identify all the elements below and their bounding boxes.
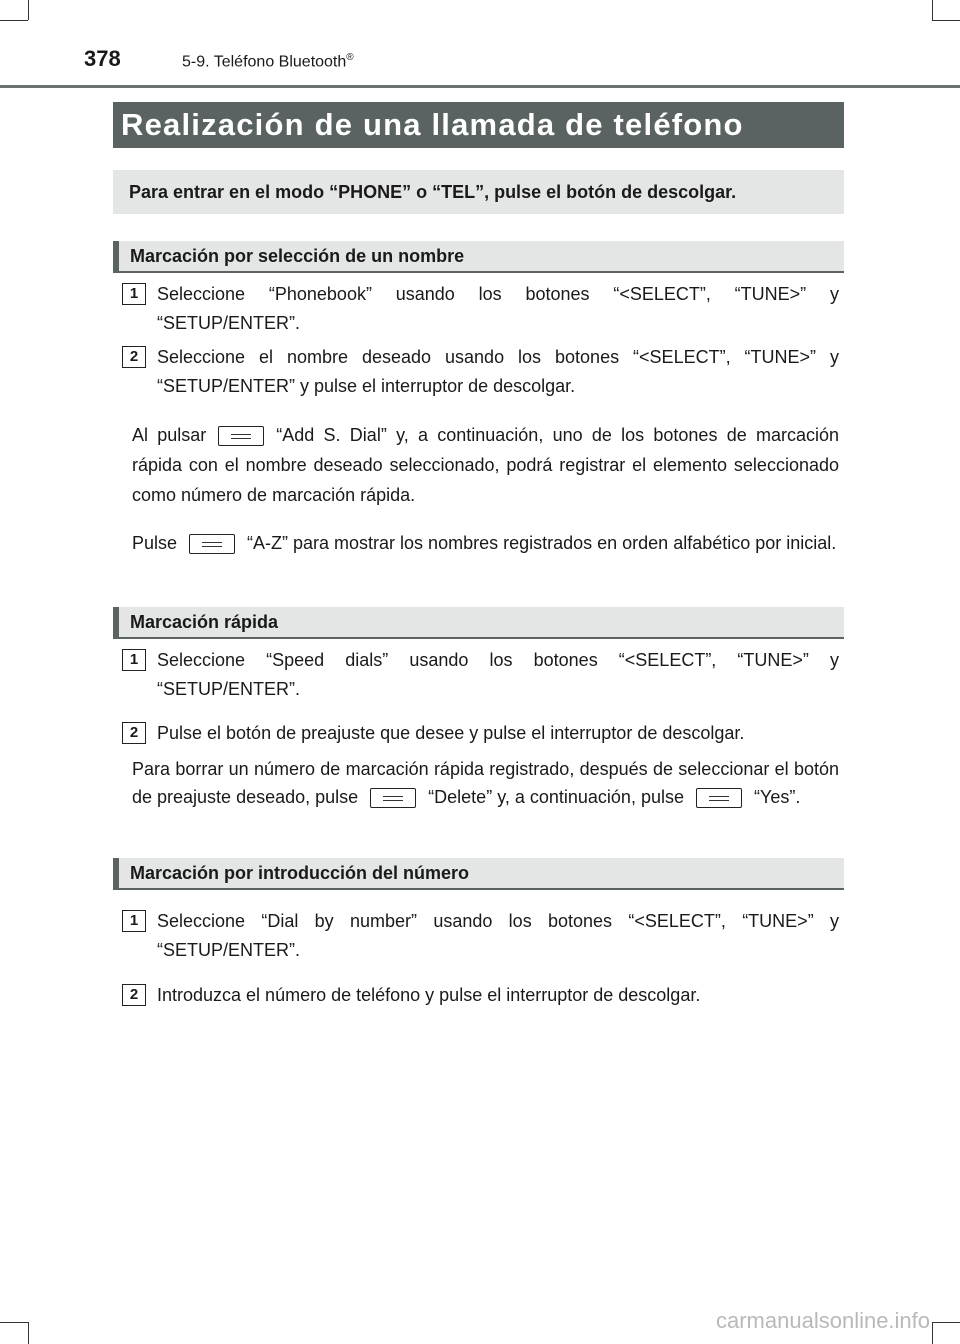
step-number: 1 [122, 910, 146, 932]
menu-button-icon [696, 788, 742, 808]
note-paragraph [132, 420, 839, 510]
menu-button-icon [218, 426, 264, 446]
section-heading-number-dial: Marcación por introducción del número [113, 858, 844, 890]
step-text: Introduzca el número de teléfono y pulse el interruptor de descolgar. [157, 985, 701, 1005]
header-rule [0, 85, 960, 88]
menu-button-icon [189, 534, 235, 554]
note-text: “Add S. Dial” y, a continuación, uno de los botones de marcación rápida con el nombre deseado seleccionado, podrá registrar el elemento seleccionado como número de marcación rápida. [132, 425, 839, 505]
section-heading-name-dial: Marcación por selección de un nombre [113, 241, 844, 273]
crop-mark [932, 1322, 960, 1323]
step-text: Seleccione “Dial by number” usando los botones “<SELECT”, “TUNE>” y “SETUP/ENTER”. [157, 911, 839, 960]
note-paragraph [132, 527, 839, 559]
section-heading-speed-dial: Marcación rápida [113, 607, 844, 639]
menu-button-icon [370, 788, 416, 808]
note-text: “Yes”. [753, 787, 801, 807]
step-text: Seleccione el nombre deseado usando los botones “<SELECT”, “TUNE>” y “SETUP/ENTER” y pulse el interruptor de descolgar. [157, 347, 839, 396]
page-number: 378 [84, 46, 121, 71]
crop-mark [932, 0, 933, 20]
step-number: 2 [122, 346, 146, 368]
registered-mark: ® [346, 52, 354, 63]
step-number: 1 [122, 283, 146, 305]
note-paragraph [132, 755, 839, 811]
step-text: Pulse el botón de preajuste que desee y pulse el interruptor de descolgar. [157, 723, 745, 743]
page-title: Realización de una llamada de teléfono [113, 102, 844, 148]
crop-mark [28, 1322, 29, 1344]
note-text: Para borrar un número de marcación rápida registrado, después de seleccionar el botón de preajuste deseado, pulse [132, 759, 839, 807]
crop-mark [932, 20, 960, 21]
note-text: “A-Z” para mostrar los nombres registrados en orden alfabético por inicial. [247, 533, 837, 553]
crop-mark [0, 20, 28, 21]
running-head [182, 52, 354, 71]
note-text: Al pulsar [132, 425, 207, 445]
step-number: 2 [122, 722, 146, 744]
crop-mark [0, 1322, 28, 1323]
note-text: “Delete” y, a continuación, pulse [428, 787, 684, 807]
crop-mark [28, 0, 29, 20]
crop-mark [932, 1322, 933, 1344]
note-text: Pulse [132, 533, 178, 553]
step-text: Seleccione “Phonebook” usando los botones “<SELECT”, “TUNE>” y “SETUP/ENTER”. [157, 284, 839, 333]
step-text: Seleccione “Speed dials” usando los botones “<SELECT”, “TUNE>” y “SETUP/ENTER”. [157, 650, 839, 699]
watermark: carmanualsonline.info [716, 1308, 931, 1333]
intro-box: Para entrar en el modo “PHONE” o “TEL”, pulse el botón de descolgar. [113, 170, 844, 214]
running-head-text: 5-9. Teléfono Bluetooth [182, 53, 347, 71]
step-number: 1 [122, 649, 146, 671]
step-number: 2 [122, 984, 146, 1006]
